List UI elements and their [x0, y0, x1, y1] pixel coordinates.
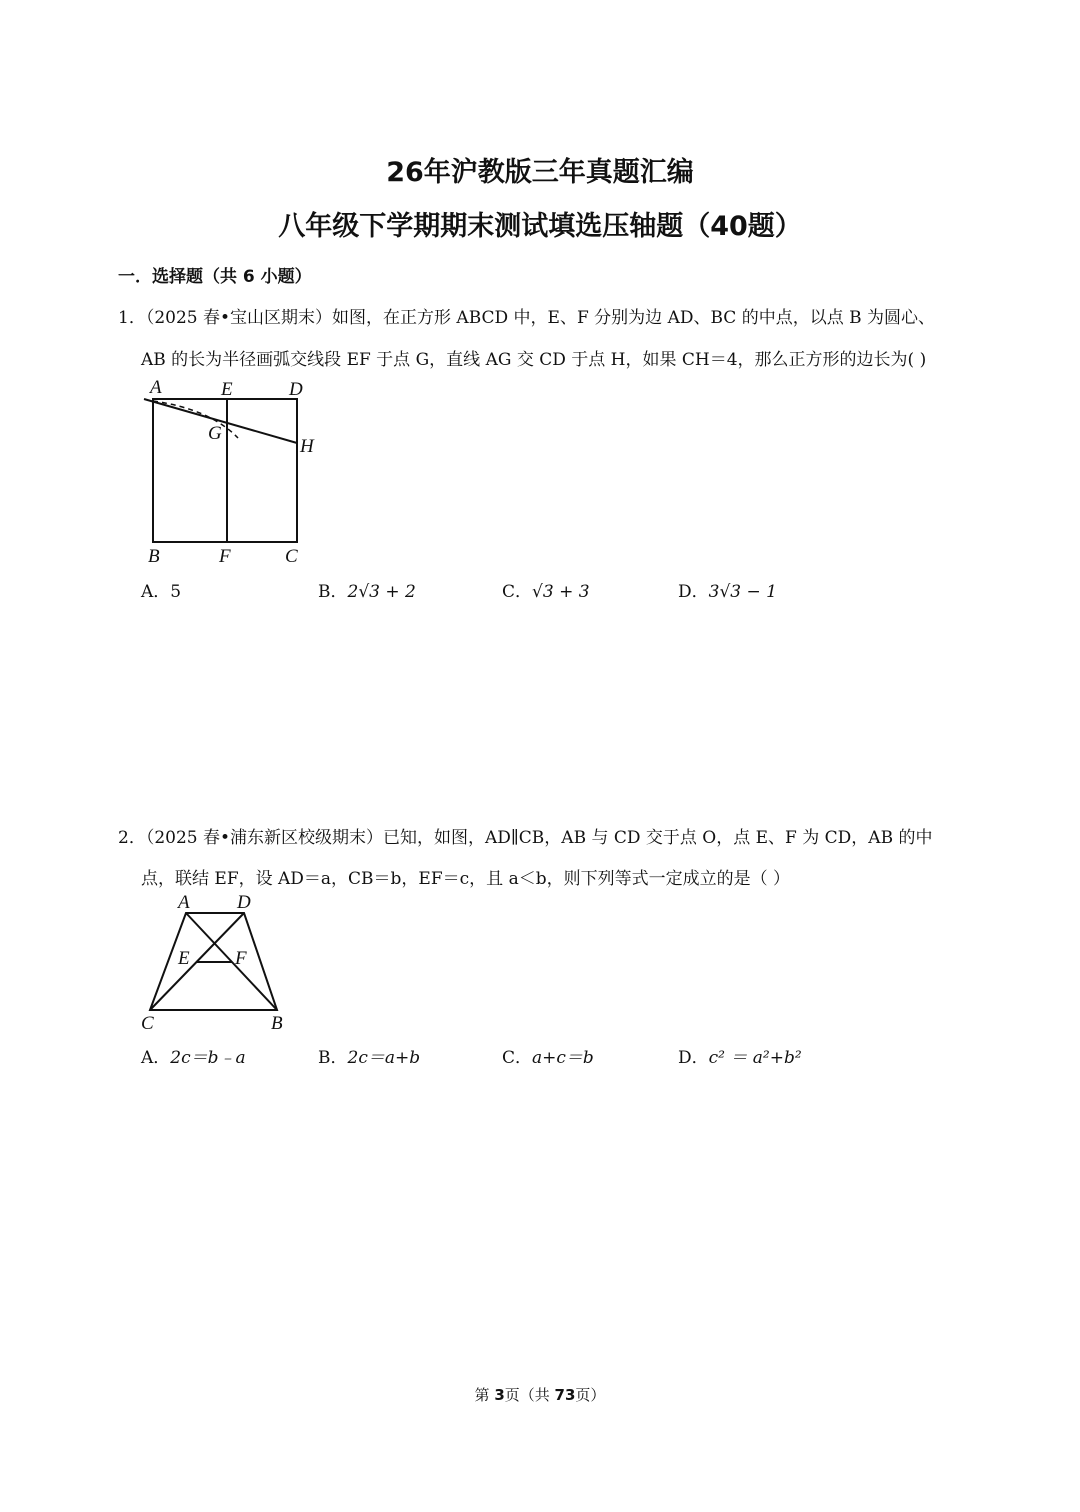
question-number: 2．: [118, 828, 146, 848]
question-2-line-2: 点，联结 EF，设 AD＝a，CB＝b，EF＝c，且 a＜b，则下列等式一定成立的是（ ）: [141, 869, 790, 889]
label-f: F: [219, 546, 231, 567]
question-source: （2025 春•宝山区期末）: [145, 308, 333, 328]
label-g: G: [208, 423, 222, 444]
label-f: F: [235, 948, 247, 969]
question-1-line-1: [118, 303, 935, 328]
option-c[interactable]: C．a+c＝b: [502, 1048, 594, 1068]
question-2-figure: [138, 892, 298, 1037]
document-title: 26年沪教版三年真题汇编: [386, 157, 694, 188]
question-2-line-1: [118, 823, 932, 848]
label-e: E: [178, 948, 190, 969]
question-number: 1．: [118, 308, 146, 328]
question-1-line-2: AB 的长为半径画弧交线段 EF 于点 G，直线 AG 交 CD 于点 H，如果 CH＝4，那么正方形的边长为( ): [141, 350, 927, 370]
option-a[interactable]: A．5: [141, 582, 182, 602]
label-c: C: [141, 1013, 154, 1034]
question-text: 如图，在正方形 ABCD 中，E、F 分别为边 AD、BC 的中点，以点 B 为圆心、: [332, 308, 935, 328]
label-a: A: [178, 892, 190, 913]
section-heading: 一．选择题（共 6 小题）: [118, 267, 312, 287]
option-b[interactable]: B．2√3 + 2: [318, 582, 416, 602]
label-h: H: [300, 436, 314, 457]
total-pages: 73: [554, 1386, 576, 1404]
label-b: B: [271, 1013, 283, 1034]
option-d[interactable]: D．c² ＝ a²+b²: [678, 1048, 802, 1068]
option-b[interactable]: B．2c＝a+b: [318, 1048, 421, 1068]
current-page: 3: [494, 1386, 505, 1404]
document-subtitle: 八年级下学期期末测试填选压轴题（40题）: [278, 211, 802, 242]
question-source: （2025 春•浦东新区校级期末）: [145, 828, 384, 848]
label-e: E: [221, 379, 233, 400]
label-b: B: [148, 546, 160, 567]
square-abcd: [153, 399, 297, 542]
arc-from-b: [153, 401, 238, 438]
label-d: D: [289, 379, 303, 400]
page-footer: 第 3页（共 73页）: [474, 1386, 606, 1404]
question-1-figure: [140, 375, 330, 570]
question-text: 已知，如图，AD∥CB，AB 与 CD 交于点 O，点 E、F 为 CD，AB 的中: [383, 828, 933, 848]
label-c: C: [285, 546, 298, 567]
option-d[interactable]: D．3√3 − 1: [678, 582, 777, 602]
option-c[interactable]: C．√3 + 3: [502, 582, 590, 602]
label-a: A: [150, 377, 162, 398]
label-d: D: [237, 892, 251, 913]
option-a[interactable]: A．2c＝b﹣a: [141, 1048, 246, 1068]
